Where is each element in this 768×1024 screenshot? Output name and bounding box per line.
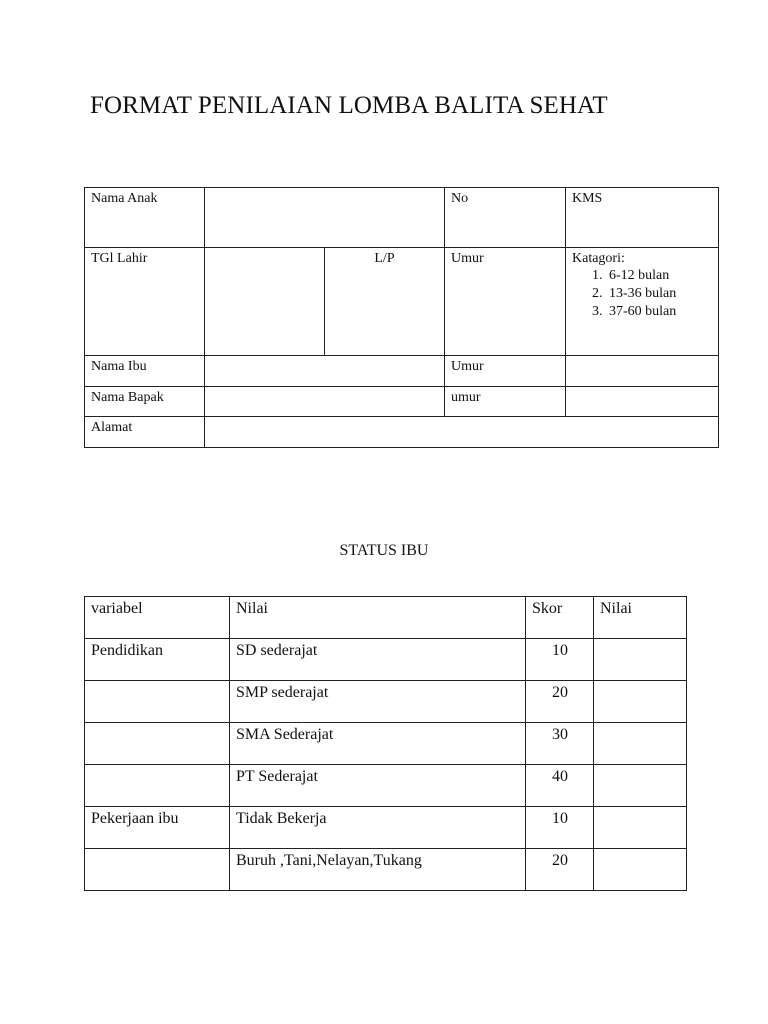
variabel-cell [85,723,230,765]
table-row [85,849,687,891]
table-row [85,765,687,807]
skor-cell: 20 [526,681,594,723]
umur-ibu-field[interactable] [566,356,719,387]
tgl-lahir-label: TGl Lahir [85,248,205,356]
alamat-field[interactable] [205,417,719,448]
table-header-row [85,597,687,639]
variabel-cell: Pekerjaan ibu [85,807,230,849]
alamat-label: Alamat [85,417,205,448]
nilai-input-cell[interactable] [594,849,687,891]
nilai-input-cell[interactable] [594,765,687,807]
nama-bapak-label: Nama Bapak [85,387,205,417]
header-nilai-score: Nilai [594,597,687,639]
table-row [85,681,687,723]
tgl-lahir-field[interactable] [205,248,325,356]
variabel-cell [85,681,230,723]
nilai-input-cell[interactable] [594,723,687,765]
nilai-cell: SMP sederajat [230,681,526,723]
katagori-list [572,267,712,321]
skor-cell: 40 [526,765,594,807]
status-ibu-table [84,596,687,891]
nilai-cell: SD sederajat [230,639,526,681]
lp-label: L/P [325,248,445,356]
umur-anak-label: Umur [445,248,566,356]
row-alamat [85,417,719,448]
skor-cell: 10 [526,807,594,849]
header-nilai: Nilai [230,597,526,639]
row-tgl-lahir [85,248,719,356]
katagori-item-number: 3. [592,304,603,319]
katagori-item-number: 2. [592,286,603,301]
status-ibu-title: STATUS IBU [339,542,429,559]
row-nama-anak [85,188,719,248]
variabel-cell [85,849,230,891]
umur-ibu-label: Umur [445,356,566,387]
umur-bapak-field[interactable] [566,387,719,417]
katagori-item-number: 1. [592,268,603,283]
katagori-cell [566,248,719,356]
skor-cell: 30 [526,723,594,765]
table-row [85,807,687,849]
nilai-cell: Buruh ,Tani,Nelayan,Tukang [230,849,526,891]
header-variabel: variabel [85,597,230,639]
nama-ibu-field[interactable] [205,356,445,387]
nilai-cell: PT Sederajat [230,765,526,807]
nilai-input-cell[interactable] [594,639,687,681]
table-row [85,639,687,681]
skor-cell: 20 [526,849,594,891]
variabel-cell: Pendidikan [85,639,230,681]
skor-cell: 10 [526,639,594,681]
nilai-input-cell[interactable] [594,681,687,723]
katagori-item [592,267,712,285]
nama-bapak-field[interactable] [205,387,445,417]
umur-bapak-label: umur [445,387,566,417]
header-skor: Skor [526,597,594,639]
nilai-cell: Tidak Bekerja [230,807,526,849]
document-title: FORMAT PENILAIAN LOMBA BALITA SEHAT [90,92,608,119]
nilai-input-cell[interactable] [594,807,687,849]
row-nama-ibu [85,356,719,387]
variabel-cell [85,765,230,807]
katagori-item [592,285,712,303]
katagori-label: Katagori: [572,251,625,266]
nilai-cell: SMA Sederajat [230,723,526,765]
row-nama-bapak [85,387,719,417]
kms-label: KMS [566,188,719,248]
katagori-item [592,303,712,321]
child-identity-table [84,187,719,448]
table-row [85,723,687,765]
nama-anak-field[interactable] [205,188,445,248]
katagori-item-label: 37-60 bulan [609,304,677,319]
nama-ibu-label: Nama Ibu [85,356,205,387]
katagori-item-label: 6-12 bulan [609,268,670,283]
katagori-item-label: 13-36 bulan [609,286,677,301]
no-label: No [445,188,566,248]
nama-anak-label: Nama Anak [85,188,205,248]
